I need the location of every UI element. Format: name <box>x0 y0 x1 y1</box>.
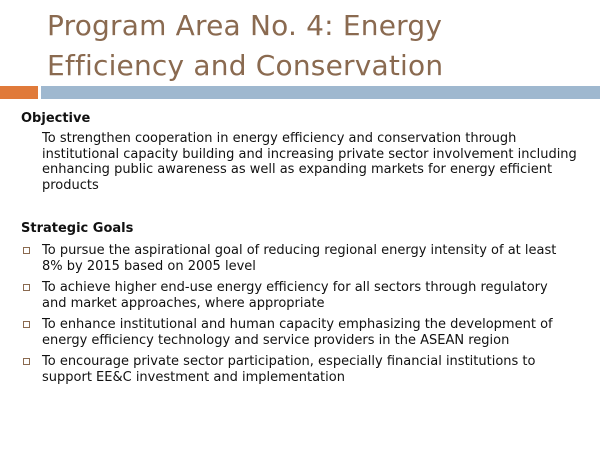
slide-title-line-1: Program Area No. 4: Energy <box>47 9 443 42</box>
strategic-goals-list <box>0 243 600 391</box>
accent-bar-orange <box>0 86 38 99</box>
objective-heading: Objective <box>21 111 91 126</box>
square-bullet-icon <box>23 321 30 328</box>
accent-bar-blue <box>41 86 600 99</box>
goal-text: To enhance institutional and human capacity emphasizing the development of energy efficiency technology and service providers in the ASEAN region <box>42 317 553 348</box>
square-bullet-icon <box>23 284 30 291</box>
goal-text: To encourage private sector participation, especially financial institutions to support EE&C investment and implementation <box>42 354 536 385</box>
goal-text: To pursue the aspirational goal of reducing regional energy intensity of at least 8% by 2015 based on 2005 level <box>42 243 557 274</box>
list-item <box>0 354 572 385</box>
square-bullet-icon <box>23 247 30 254</box>
strategic-goals-heading: Strategic Goals <box>21 221 134 236</box>
square-bullet-icon <box>23 358 30 365</box>
goal-text: To achieve higher end-use energy efficiency for all sectors through regulatory and market approaches, where appropriate <box>42 280 548 311</box>
list-item <box>0 280 572 311</box>
list-item <box>0 317 572 348</box>
slide-title <box>47 6 587 86</box>
objective-text: To strengthen cooperation in energy efficiency and conservation through institutional capacity building and increasing private sector involvement including enhancing public awareness as well as expanding markets for energy efficient products <box>42 131 577 193</box>
slide-title-line-2: Efficiency and Conservation <box>47 49 444 82</box>
list-item <box>0 243 572 274</box>
